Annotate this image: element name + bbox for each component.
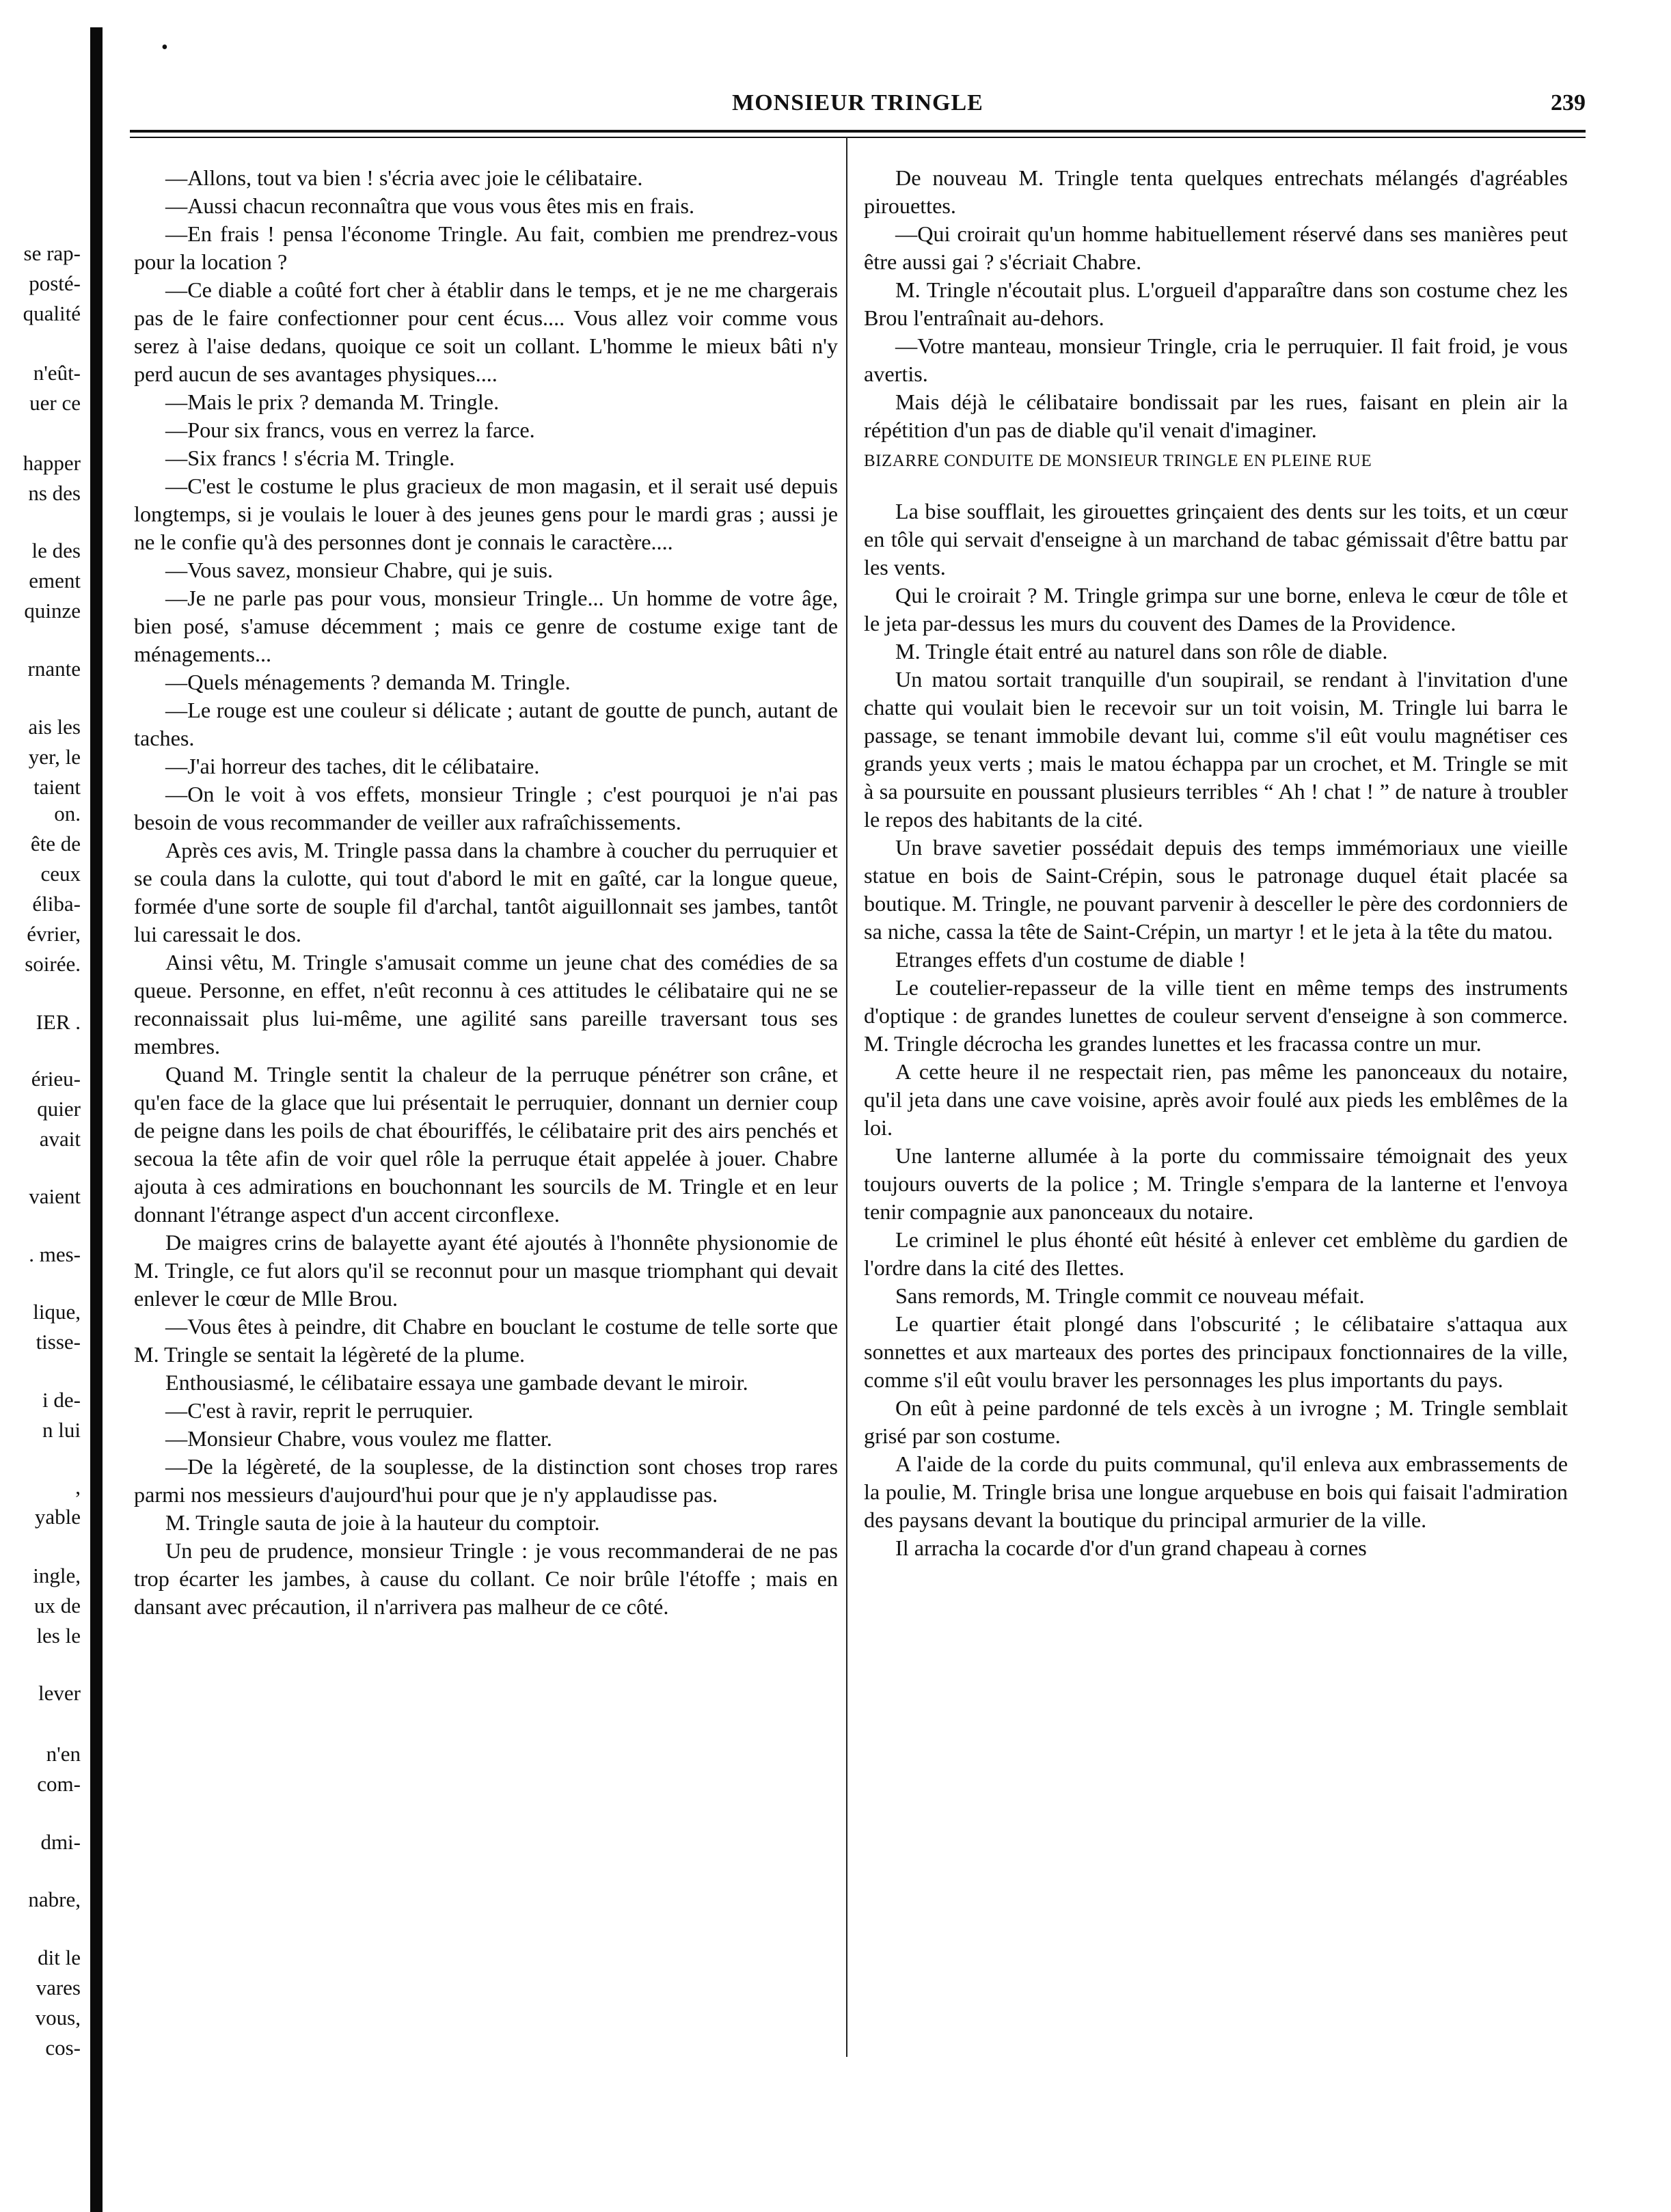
paragraph: —En frais ! pensa l'économe Tringle. Au fait, combien me prendrez-vous pour la location ? — [134, 221, 838, 274]
bleed-fragment: évrier, — [27, 922, 81, 946]
paragraph: Mais déjà le célibataire bondissait par les rues, faisant en plein air la répétition d'un pas de diable qu'il venait d'imaginer. — [864, 390, 1568, 442]
bleed-fragment: quier — [37, 1097, 81, 1121]
paragraph: Le coutelier-repasseur de la ville tient en même temps des instruments d'optique : de grandes lunettes de couleur servent d'enseigne à son commerce. M. Tringle décrocha les grandes lunettes et les fracassa contre un mur. — [864, 975, 1568, 1056]
top-ink-mark: • — [161, 37, 168, 58]
header-rule-thin — [130, 137, 1586, 138]
paragraph: —Six francs ! s'écria M. Tringle. — [165, 446, 455, 470]
bleed-fragment: n'eût- — [33, 361, 81, 385]
paragraph: —Pour six francs, vous en verrez la farce. — [165, 418, 535, 442]
paragraph: Enthousiasmé, le célibataire essaya une gambade devant le miroir. — [165, 1370, 748, 1395]
bleed-fragment: posté- — [29, 271, 81, 295]
bleed-fragment: ais les — [28, 715, 81, 739]
paragraph: La bise soufflait, les girouettes grinçaient des dents sur les toits, et un cœur en tôle qui servait d'enseigne à un marchand de tabac gémissait d'être battu par les vents. — [864, 499, 1568, 579]
bleed-fragment: soirée. — [25, 952, 81, 976]
paragraph: —J'ai horreur des taches, dit le célibataire. — [165, 754, 540, 778]
bleed-fragment: cos- — [45, 2036, 81, 2060]
bleed-fragment: yer, le — [28, 745, 81, 769]
paragraph: Après ces avis, M. Tringle passa dans la chambre à coucher du perruquier et se coula dans la culotte, qui tout d'abord le mit en gaîté, car la longue queue, formée d'une sorte de souple fil d'archal, tantôt aiguillonnait ses jambes, tantôt lui caressait le dos. — [134, 838, 838, 946]
bleed-fragment: vares — [36, 1976, 81, 1999]
right-column-intro — [864, 164, 1568, 444]
bleed-fragment: rnante — [27, 657, 81, 681]
previous-page-bleed — [0, 0, 81, 2212]
bleed-fragment: n'en — [46, 1742, 81, 1766]
bleed-fragment: vaient — [29, 1184, 81, 1208]
paragraph: A l'aide de la corde du puits communal, qu'il enleva aux embrassements de la poulie, M. Tringle brisa une longue arquebuse en bois qui faisait l'admiration des paysans devant la boutique du principal armurier de la ville. — [864, 1451, 1568, 1532]
paragraph: —C'est à ravir, reprit le perruquier. — [165, 1398, 474, 1423]
running-title: MONSIEUR TRINGLE — [732, 90, 983, 115]
paragraph: —Mais le prix ? demanda M. Tringle. — [165, 390, 500, 414]
section-heading: BIZARRE CONDUITE DE MONSIEUR TRINGLE EN PLEINE RUE — [864, 452, 1372, 470]
bleed-fragment: lever — [38, 1681, 81, 1705]
paragraph: De maigres crins de balayette ayant été ajoutés à l'honnête physionomie de M. Tringle, ce fut alors qu'il se reconnut pour un masque triomphant qui devait enlever le cœur de Mlle Brou. — [134, 1230, 838, 1311]
bleed-fragment: nabre, — [28, 1887, 81, 1911]
right-column-body — [864, 497, 1568, 1562]
page-number: 239 — [1551, 90, 1586, 115]
paragraph: Qui le croirait ? M. Tringle grimpa sur une borne, enleva le cœur de tôle et le jeta par-dessus les murs du couvent des Dames de la Providence. — [864, 583, 1568, 636]
bleed-fragment: yable — [34, 1505, 81, 1529]
right-column — [864, 164, 1568, 1562]
paragraph: Le quartier était plongé dans l'obscurité ; le célibataire s'attaqua aux sonnettes et aux marteaux des portes des principaux fonctionnaires de la ville, comme s'il eût voulu braver les personnages les plus importants du pays. — [864, 1311, 1568, 1392]
bleed-fragment: on. — [54, 802, 81, 825]
bleed-fragment: i de- — [42, 1388, 81, 1412]
paragraph: On eût à peine pardonné de tels excès à un ivrogne ; M. Tringle semblait grisé par son costume. — [864, 1395, 1568, 1448]
bleed-fragment: le des — [31, 538, 81, 562]
paragraph: —Allons, tout va bien ! s'écria avec joie le célibataire. — [165, 165, 643, 190]
bleed-fragment: happer — [23, 451, 81, 475]
bleed-fragment: se rap- — [23, 241, 81, 265]
paragraph: —On le voit à vos effets, monsieur Tringle ; c'est pourquoi je n'ai pas besoin de vous recommander de veiller aux rafraîchissements. — [134, 782, 838, 834]
paragraph: M. Tringle n'écoutait plus. L'orgueil d'apparaître dans son costume chez les Brou l'entraînait au-dehors. — [864, 277, 1568, 330]
paragraph: —Quels ménagements ? demanda M. Tringle. — [165, 670, 571, 694]
bleed-fragment: tisse- — [36, 1330, 81, 1354]
bleed-fragment: dit le — [38, 1945, 81, 1969]
paragraph: De nouveau M. Tringle tenta quelques entrechats mélangés d'agréables pirouettes. — [864, 165, 1568, 218]
bleed-fragment: vous, — [35, 2006, 81, 2030]
binding-gutter — [90, 27, 103, 2212]
bleed-fragment: lique, — [33, 1300, 81, 1324]
bleed-fragment: ement — [29, 569, 81, 592]
paragraph: A cette heure il ne respectait rien, pas même les panonceaux du notaire, qu'il jeta dans une cave voisine, après avoir foulé aux pieds les emblêmes de la loi. — [864, 1059, 1568, 1140]
paragraph: Un peu de prudence, monsieur Tringle : je vous recommanderai de ne pas trop écarter les jambes, à cause du collant. Ce noir brûle l'étoffe ; mais en dansant avec précaution, il n'arrivera pas malheur de ce côté. — [134, 1538, 838, 1619]
bleed-fragment: érieu- — [31, 1067, 81, 1091]
paragraph: —Le rouge est une couleur si délicate ; autant de goutte de punch, autant de taches. — [134, 698, 838, 750]
paragraph: Il arracha la cocarde d'or d'un grand chapeau à cornes — [895, 1535, 1367, 1560]
bleed-fragment: quinze — [24, 599, 81, 623]
page-header — [130, 90, 1586, 124]
paragraph: Ainsi vêtu, M. Tringle s'amusait comme un jeune chat des comédies de sa queue. Personne, en effet, n'eût reconnu à ces attitudes le célibataire qui ne se reconnaissait plus lui-même, une agilité sans pareille traversant tous ses membres. — [134, 950, 838, 1059]
bleed-fragment: . mes- — [29, 1242, 81, 1266]
paragraph: Quand M. Tringle sentit la chaleur de la perruque pénétrer son crâne, et qu'en face de la glace que lui présentait le perruquier, donnant un dernier coup de peigne dans les poils de chat ébouriffés, le célibataire prit des airs penchés et secoua la tête afin de voir quel rôle la perruque était appelée à jouer. Chabre ajouta à ces admirations en bouchonnant les sourcils de M. Tringle et en leur donnant l'étrange aspect d'un accent circonflexe. — [134, 1062, 838, 1227]
bleed-fragment: ingle, — [33, 1564, 81, 1587]
paragraph: —De la légèreté, de la souplesse, de la distinction sont choses trop rares parmi nos messieurs d'aujourd'hui pour que je n'y applaudisse pas. — [134, 1454, 838, 1507]
paragraph: —C'est le costume le plus gracieux de mon magasin, et il serait usé depuis longtemps, si je voulais le louer à des jeunes gens pour le mardi gras ; aussi je ne le confie qu'à des personnes dont je connais le caractère.... — [134, 474, 838, 554]
paragraph: M. Tringle sauta de joie à la hauteur du comptoir. — [165, 1510, 600, 1535]
paragraph: —Vous savez, monsieur Chabre, qui je suis. — [165, 558, 554, 582]
paragraph: —Qui croirait qu'un homme habituellement réservé dans ses manières peut être aussi gai ? s'écriait Chabre. — [864, 221, 1568, 274]
bleed-fragment: dmi- — [40, 1830, 81, 1854]
bleed-fragment: taient — [33, 775, 81, 799]
paragraph: Un brave savetier possédait depuis des temps immémoriaux une vieille statue en bois de Saint-Crépin, sous le patronage duquel était placée sa boutique. M. Tringle, ne pouvant parvenir à desceller le père des cordonniers de sa niche, cassa la tête de Saint-Crépin, un martyr ! et le jeta à la tête du matou. — [864, 835, 1568, 944]
bleed-fragment: , — [75, 1475, 81, 1499]
column-divider — [846, 137, 847, 2057]
paragraph: —Ce diable a coûté fort cher à établir dans le temps, et je ne me chargerais pas de le faire confectionner pour cent écus.... Vous allez voir comme vous serez à l'aise dedans, quoique ce soit un collant. L'homme le mieux bâti n'y perd aucun de ses avantages physiques.... — [134, 277, 838, 386]
bleed-fragment: n lui — [42, 1418, 81, 1442]
paragraph: Un matou sortait tranquille d'un soupirail, se rendant à l'invitation d'une chatte qui voulait bien le recevoir sur un toit voisin, M. Tringle lui barra le passage, se tenant immobile devant lui, comme s'il eût voulu magnétiser ces grands yeux verts ; mais le matou échappa par un crochet, et M. Tringle se mit à sa poursuite en poussant plusieurs terribles “ Ah ! chat ! ” de nature à troubler le repos des habitants de la cité. — [864, 667, 1568, 832]
paragraph: —Votre manteau, monsieur Tringle, cria le perruquier. Il fait froid, je vous avertis. — [864, 333, 1568, 386]
paragraph: M. Tringle était entré au naturel dans son rôle de diable. — [895, 639, 1388, 664]
paragraph: Le criminel le plus éhonté eût hésité à enlever cet emblème du gardien de l'ordre dans la cité des Ilettes. — [864, 1227, 1568, 1280]
bleed-fragment: ns des — [28, 481, 81, 505]
paragraph: —Monsieur Chabre, vous voulez me flatter. — [165, 1426, 552, 1451]
bleed-fragment: ceux — [40, 862, 81, 886]
bleed-fragment: avait — [39, 1127, 81, 1151]
bleed-fragment: les le — [36, 1624, 81, 1648]
bleed-fragment: qualité — [23, 301, 81, 325]
bleed-fragment: IER . — [36, 1010, 81, 1034]
bleed-fragment: ux de — [33, 1594, 81, 1617]
header-rule-thick — [130, 130, 1586, 133]
paragraph: —Vous êtes à peindre, dit Chabre en bouclant le costume de telle sorte que M. Tringle se sentait la légèreté de la plume. — [134, 1314, 838, 1367]
paragraph: —Aussi chacun reconnaîtra que vous vous êtes mis en frais. — [165, 193, 695, 218]
bleed-fragment: éliba- — [32, 892, 81, 916]
paragraph: Une lanterne allumée à la porte du commissaire témoignait des yeux toujours ouverts de la police ; M. Tringle s'empara de la lanterne et l'envoya tenir compagnie aux panonceaux du notaire. — [864, 1143, 1568, 1224]
bleed-fragment: com- — [37, 1772, 81, 1796]
paragraph: —Je ne parle pas pour vous, monsieur Tringle... Un homme de votre âge, bien posé, s'amuse décemment ; mais ce genre de costume exige tant de ménagements... — [134, 586, 838, 666]
bleed-fragment: ête de — [30, 832, 81, 856]
bleed-fragment: uer ce — [29, 391, 81, 415]
paragraph: Etranges effets d'un costume de diable ! — [895, 947, 1246, 972]
left-column — [134, 164, 838, 1621]
paragraph: Sans remords, M. Tringle commit ce nouveau méfait. — [895, 1283, 1365, 1308]
